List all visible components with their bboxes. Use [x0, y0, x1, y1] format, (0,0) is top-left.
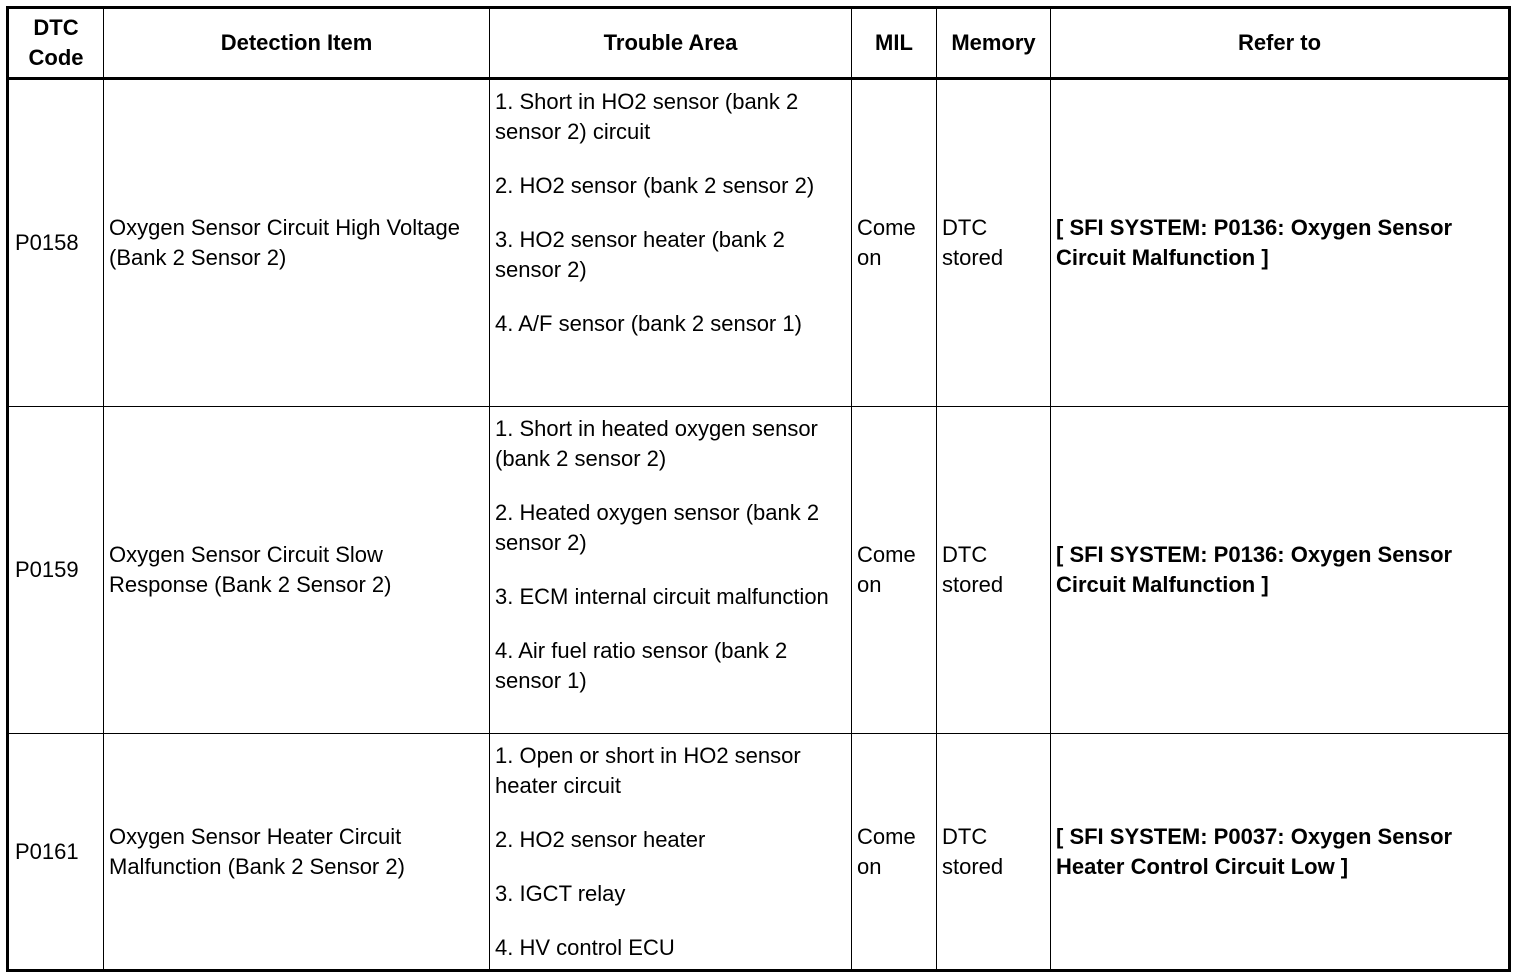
header-mil: MIL — [852, 8, 937, 79]
refer-to-link[interactable]: [ SFI SYSTEM: P0136: Oxygen Sensor Circuit Malfunction ] — [1051, 407, 1510, 734]
trouble-area — [490, 734, 852, 971]
trouble-area-item: 2. HO2 sensor heater — [495, 827, 706, 852]
mil-status: Come on — [852, 79, 937, 407]
header-refer-to: Refer to — [1051, 8, 1510, 79]
detection-item: Oxygen Sensor Circuit Slow Response (Bank 2 Sensor 2) — [104, 407, 490, 734]
dtc-code: P0161 — [8, 734, 104, 971]
table-row — [8, 734, 1510, 971]
trouble-area-item: 4. HV control ECU — [495, 935, 675, 960]
trouble-area-item: 4. Air fuel ratio sensor (bank 2 sensor 1) — [495, 638, 788, 693]
table-row — [8, 407, 1510, 734]
memory-status: DTC stored — [937, 79, 1051, 407]
trouble-area-item: 4. A/F sensor (bank 2 sensor 1) — [495, 311, 802, 336]
detection-item: Oxygen Sensor Heater Circuit Malfunction (Bank 2 Sensor 2) — [104, 734, 490, 971]
trouble-area-item: 1. Short in HO2 sensor (bank 2 sensor 2) circuit — [495, 89, 799, 144]
header-detection-item: Detection Item — [104, 8, 490, 79]
refer-to-link[interactable]: [ SFI SYSTEM: P0136: Oxygen Sensor Circuit Malfunction ] — [1051, 79, 1510, 407]
trouble-area — [490, 79, 852, 407]
trouble-area-item: 2. HO2 sensor (bank 2 sensor 2) — [495, 173, 815, 198]
memory-status: DTC stored — [937, 407, 1051, 734]
mil-status: Come on — [852, 734, 937, 971]
trouble-area-item: 3. HO2 sensor heater (bank 2 sensor 2) — [495, 227, 785, 282]
refer-to-link[interactable]: [ SFI SYSTEM: P0037: Oxygen Sensor Heater Control Circuit Low ] — [1051, 734, 1510, 971]
header-trouble-area: Trouble Area — [490, 8, 852, 79]
trouble-area-item: 1. Short in heated oxygen sensor (bank 2 sensor 2) — [495, 416, 818, 471]
dtc-code: P0159 — [8, 407, 104, 734]
dtc-table — [6, 6, 1511, 972]
header-dtc-code: DTC Code — [8, 8, 104, 79]
trouble-area-item: 3. ECM internal circuit malfunction — [495, 584, 829, 609]
mil-status: Come on — [852, 407, 937, 734]
memory-status: DTC stored — [937, 734, 1051, 971]
trouble-area-item: 1. Open or short in HO2 sensor heater circuit — [495, 743, 801, 798]
dtc-code: P0158 — [8, 79, 104, 407]
trouble-area-item: 2. Heated oxygen sensor (bank 2 sensor 2) — [495, 500, 820, 555]
detection-item: Oxygen Sensor Circuit High Voltage (Bank 2 Sensor 2) — [104, 79, 490, 407]
trouble-area-item: 3. IGCT relay — [495, 881, 626, 906]
header-row — [8, 8, 1510, 79]
header-memory: Memory — [937, 8, 1051, 79]
table-row — [8, 79, 1510, 407]
trouble-area — [490, 407, 852, 734]
